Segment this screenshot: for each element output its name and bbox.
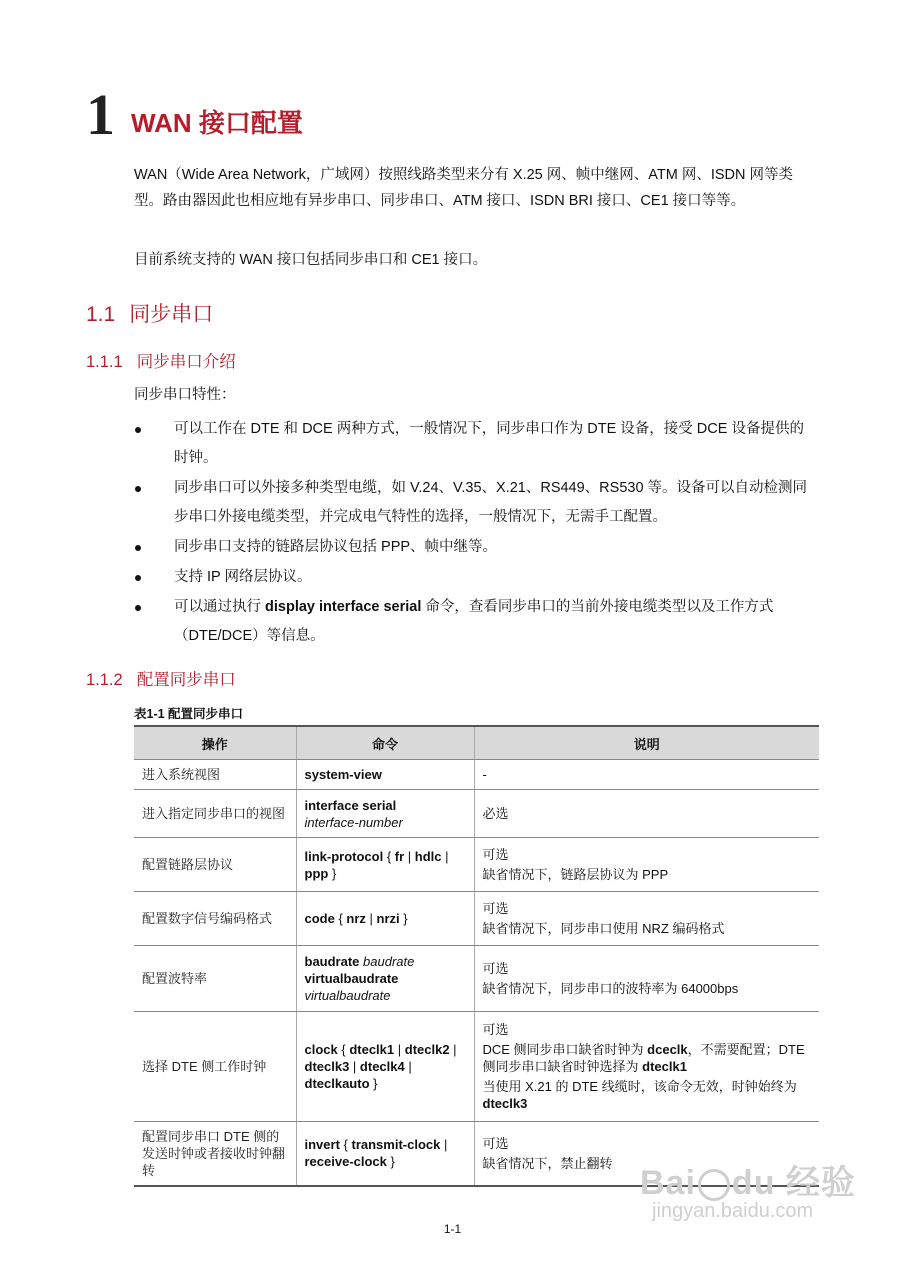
- command-cell: link-protocol { fr | hdlc | ppp }: [296, 838, 474, 892]
- subsection-number: 1.1.1: [86, 353, 123, 371]
- bullet-icon: [135, 427, 141, 433]
- operation-cell: 配置波特率: [134, 946, 296, 1012]
- operation-cell: 进入指定同步串口的视图: [134, 790, 296, 838]
- table-row: [134, 790, 819, 838]
- command-cell: code { nrz | nrzi }: [296, 892, 474, 946]
- watermark: [640, 1155, 856, 1223]
- table-row: [134, 838, 819, 892]
- description-cell: 可选 缺省情况下，禁止翻转: [474, 1122, 819, 1186]
- feature-list: [134, 415, 818, 652]
- list-item: 同步串口支持的链路层协议包括 PPP、帧中继等。: [134, 533, 818, 562]
- command-cell: clock { dteclk1 | dteclk2 | dteclk3 | dteclk4 | dteclkauto }: [296, 1012, 474, 1122]
- command-text: display interface serial: [265, 599, 422, 615]
- header-operation: 操作: [134, 726, 296, 760]
- operation-cell: 进入系统视图: [134, 760, 296, 790]
- description-cell: 可选 缺省情况下，同步串口使用 NRZ 编码格式: [474, 892, 819, 946]
- table-row: [134, 760, 819, 790]
- bullet-icon: [135, 545, 141, 551]
- description-cell: -: [474, 760, 819, 790]
- description-cell: 可选 缺省情况下，链路层协议为 PPP: [474, 838, 819, 892]
- header-description: 说明: [474, 726, 819, 760]
- list-item: 支持 IP 网络层协议。: [134, 563, 818, 592]
- list-item: 可以通过执行 display interface serial 命令，查看同步串口的当前外接电缆类型以及工作方式（DTE/DCE）等信息。: [134, 593, 818, 651]
- table-header-row: [134, 726, 819, 760]
- chapter-heading: [86, 82, 303, 147]
- command-cell: system-view: [296, 760, 474, 790]
- operation-cell: 配置同步串口 DTE 侧的发送时钟或者接收时钟翻转: [134, 1122, 296, 1186]
- chapter-title: WAN 接口配置: [131, 108, 303, 138]
- description-cell: 可选 缺省情况下，同步串口的波特率为 64000bps: [474, 946, 819, 1012]
- command-cell: interface serial interface-number: [296, 790, 474, 838]
- description-cell: 必选: [474, 790, 819, 838]
- intro-paragraph-2: 目前系统支持的 WAN 接口包括同步串口和 CE1 接口。: [134, 252, 488, 268]
- watermark-url: jingyan.baidu.com: [652, 1200, 814, 1222]
- table-caption: 表1-1 配置同步串口: [134, 707, 244, 721]
- list-item: 同步串口可以外接多种类型电缆，如 V.24、V.35、X.21、RS449、RS530 等。设备可以自动检测同步串口外接电缆类型，并完成电气特性的选择，一般情况下，无需手工配置。: [134, 474, 818, 532]
- list-item: 可以工作在 DTE 和 DCE 两种方式，一般情况下，同步串口作为 DTE 设备，接受 DCE 设备提供的时钟。: [134, 415, 818, 473]
- config-table: [134, 725, 819, 1187]
- subsection-heading-2: [86, 666, 236, 690]
- operation-cell: 配置链路层协议: [134, 838, 296, 892]
- header-command: 命令: [296, 726, 474, 760]
- chapter-number: 1: [86, 82, 115, 147]
- operation-cell: 选择 DTE 侧工作时钟: [134, 1012, 296, 1122]
- subsection-title: 同步串口介绍: [136, 353, 236, 371]
- table-row: [134, 946, 819, 1012]
- section-number: 1.1: [86, 303, 116, 326]
- subsection-title: 配置同步串口: [136, 671, 236, 689]
- table-row: [134, 892, 819, 946]
- command-cell: invert { transmit-clock | receive-clock }: [296, 1122, 474, 1186]
- subsection-heading-1: [86, 348, 236, 372]
- paw-icon: [698, 1169, 730, 1201]
- section-title: 同步串口: [129, 303, 214, 326]
- features-label: 同步串口特性：: [134, 387, 236, 403]
- operation-cell: 配置数字信号编码格式: [134, 892, 296, 946]
- bullet-icon: [135, 486, 141, 492]
- bullet-icon: [135, 575, 141, 581]
- watermark-logo: Bai du 经验: [640, 1164, 856, 1202]
- intro-paragraph-1: WAN（Wide Area Network，广域网）按照线路类型来分有 X.25 网、帧中继网、ATM 网、ISDN 网等类型。路由器因此也相应地有异步串口、同步串口、ATM 接口、ISDN BRI 接口、CE1 接口等等。: [134, 167, 794, 209]
- subsection-number: 1.1.2: [86, 671, 123, 689]
- section-heading: [86, 298, 213, 328]
- description-cell: 可选 DCE 侧同步串口缺省时钟为 dceclk，不需要配置；DTE 侧同步串口缺省时钟选择为 dteclk1 当使用 X.21 的 DTE 线缆时，该命令无效，时钟始终为 dteclk3: [474, 1012, 819, 1122]
- page-number: 1-1: [443, 1222, 462, 1236]
- table-row: [134, 1012, 819, 1122]
- command-cell: baudrate baudrate virtualbaudrate virtualbaudrate: [296, 946, 474, 1012]
- bullet-icon: [135, 605, 141, 611]
